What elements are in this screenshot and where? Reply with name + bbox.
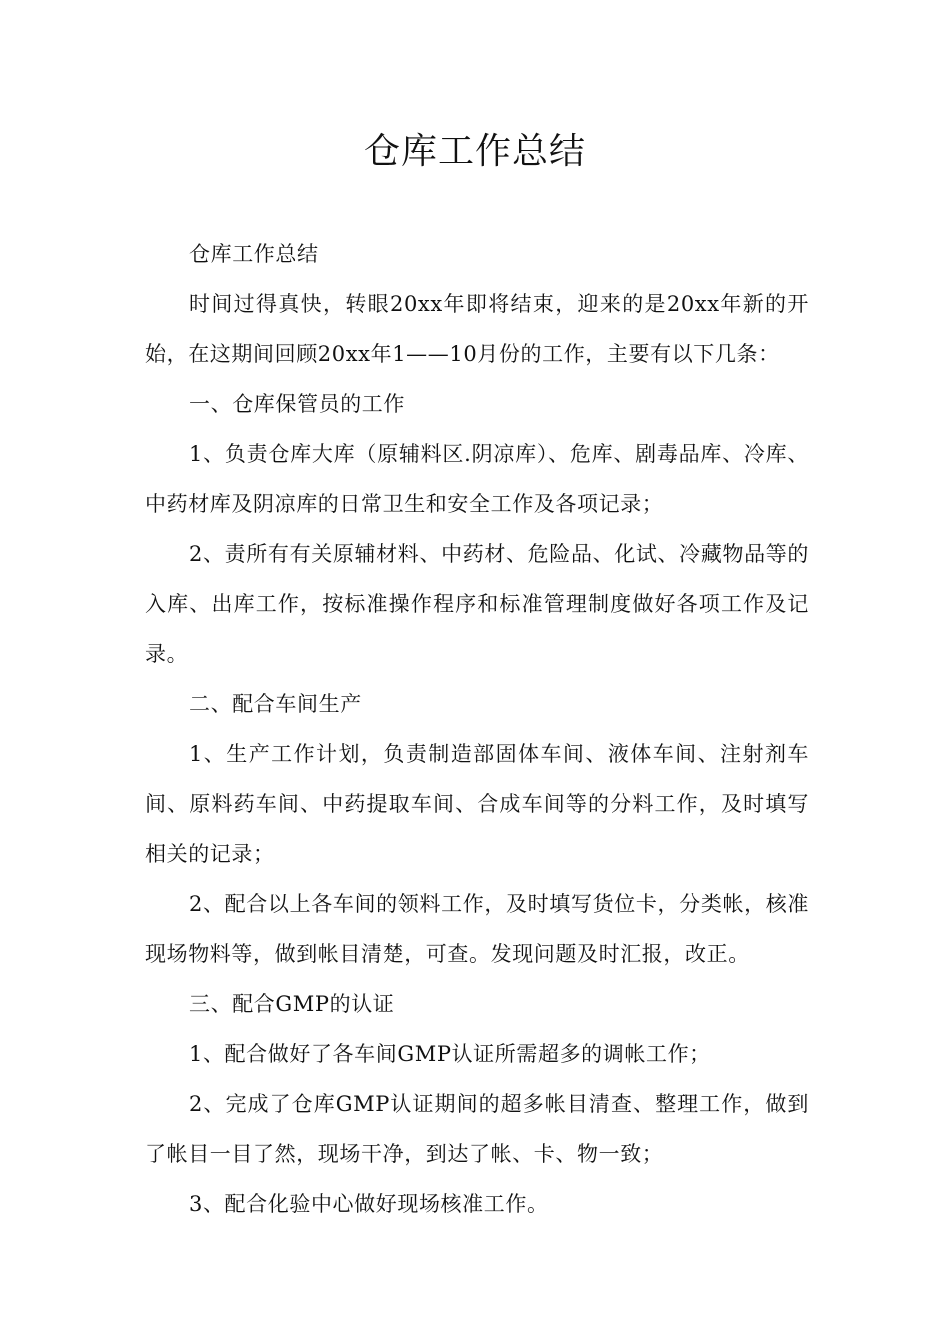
- section-heading-2: 二、配合车间生产: [189, 692, 362, 716]
- document-body: [145, 229, 809, 1229]
- paragraph-item: 1、负责仓库大库（原辅料区.阴凉库）、危库、剧毒品库、冷库、中药材库及阴凉库的日常卫生和安全工作及各项记录；: [145, 442, 809, 516]
- paragraph-item: 2、责所有有关原辅材料、中药材、危险品、化试、冷藏物品等的入库、出库工作，按标准操作程序和标准管理制度做好各项工作及记录。: [145, 542, 809, 666]
- paragraph-intro: 时间过得真快，转眼20xx年即将结束，迎来的是20xx年新的开始，在这期间回顾20xx年1——10月份的工作，主要有以下几条：: [145, 292, 809, 366]
- paragraph-item: 1、配合做好了各车间GMP认证所需超多的调帐工作；: [189, 1042, 711, 1066]
- section-heading-3: 三、配合GMP的认证: [189, 992, 395, 1016]
- document-title: 仓库工作总结: [363, 131, 586, 172]
- paragraph-item: 2、配合以上各车间的领料工作，及时填写货位卡，分类帐，核准现场物料等，做到帐目清楚，可查。发现问题及时汇报，改正。: [145, 892, 809, 966]
- paragraph-item: 2、完成了仓库GMP认证期间的超多帐目清查、整理工作，做到了帐目一目了然，现场干净，到达了帐、卡、物一致；: [145, 1092, 809, 1166]
- paragraph-item: 1、生产工作计划，负责制造部固体车间、液体车间、注射剂车间、原料药车间、中药提取车间、合成车间等的分料工作，及时填写相关的记录；: [145, 742, 809, 866]
- section-heading-1: 一、仓库保管员的工作: [189, 392, 405, 416]
- paragraph-item: 3、配合化验中心做好现场核准工作。: [189, 1192, 549, 1216]
- paragraph-subtitle: 仓库工作总结: [189, 242, 319, 266]
